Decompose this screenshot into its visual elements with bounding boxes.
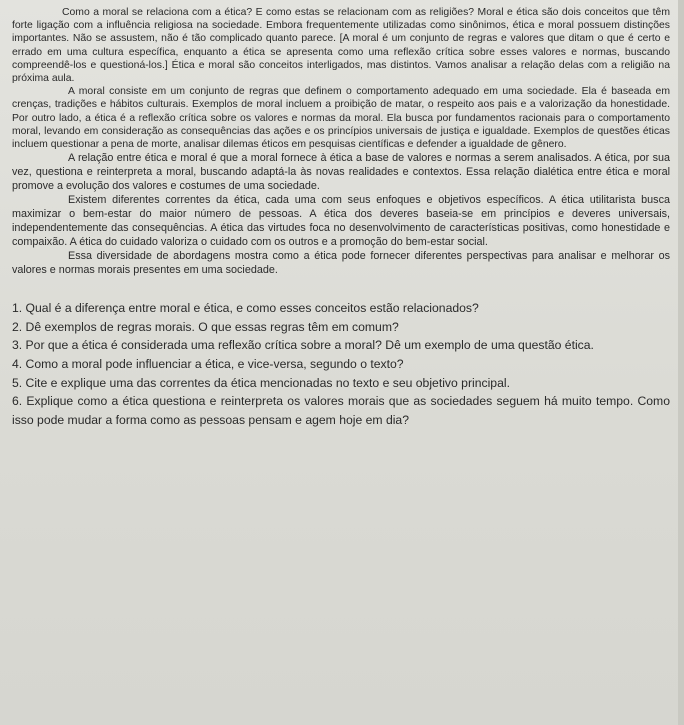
question-1: 1. Qual é a diferença entre moral e ética, e como esses conceitos estão relacionados? (12, 301, 479, 316)
paragraph-3: A relação entre ética e moral é que a moral fornece à ética a base de valores e normas a serem analisados. A ética, por sua vez, questiona e reinterpreta a moral, buscando adaptá-la às novas realidades e contextos. Essa relação dialética entre ética e moral promove a evolução dos valores e costumes de uma sociedade. (12, 152, 670, 193)
paragraph-5: Essa diversidade de abordagens mostra como a ética pode fornecer diferentes perspectivas para analisar e melhorar os valores e normas morais presentes em uma sociedade. (12, 250, 670, 277)
question-4: 4. Como a moral pode influenciar a ética, e vice-versa, segundo o texto? (12, 357, 404, 372)
question-6: 6. Explique como a ética questiona e reinterpreta os valores morais que as sociedades seguem há muito tempo. Como isso pode mudar a forma como as pessoas pensam e agem hoje em dia? (12, 394, 670, 427)
paragraph-4: Existem diferentes correntes da ética, cada uma com seus enfoques e objetivos específicos. A ética utilitarista busca maximizar o bem-estar do maior número de pessoas. A ética dos deveres baseia-se em princípios e deveres universais, independentemente das consequências. A ética das virtudes foca no desenvolvimento de características positivas, como honestidade e compaixão. A ética do cuidado valoriza o cuidado com os outros e a promoção do bem-estar social. (12, 194, 670, 249)
page-edge-shadow (678, 0, 684, 725)
question-5: 5. Cite e explique uma das correntes da ética mencionadas no texto e seu objetivo principal. (12, 375, 510, 390)
reading-text (12, 6, 670, 277)
question-2: 2. Dê exemplos de regras morais. O que essas regras têm em comum? (12, 319, 399, 334)
question-3: 3. Por que a ética é considerada uma reflexão crítica sobre a moral? Dê um exemplo de uma questão ética. (12, 338, 594, 353)
paragraph-2: A moral consiste em um conjunto de regras que definem o comportamento adequado em uma sociedade. Ela é baseada em crenças, tradições e hábitos culturais. Exemplos de moral incluem a proibição de matar, o respeito aos pais e a valorização da honestidade. Por outro lado, a ética é a reflexão crítica sobre os valores e normas da moral. Ela busca por fundamentos racionais para o comportamento moral, levando em consideração as consequências das ações e os princípios universais de justiça e igualdade. Exemplos de questões éticas incluem questionar a pena de morte, analisar dilemas éticos em pesquisas científicas e defender a igualdade de gênero. (12, 86, 670, 151)
question-list (12, 299, 670, 429)
paragraph-1: Como a moral se relaciona com a ética? E como estas se relacionam com as religiões? Moral e ética são dois conceitos que têm forte ligação com a influência religiosa na sociedade. Embora frequentemente utilizadas como sinônimos, ética e moral possuem distinções importantes. Não se assustem, não é tão complicado quanto parece. [A moral é um conjunto de regras e valores que ditam o que é certo e errado em uma cultura específica, enquanto a ética se apresenta como uma reflexão crítica sobre esses valores e normas, buscando compreendê-los e questioná-los.] Ética e moral são conceitos interligados, mas distintos. Vamos analisar a relação delas com a religião na próxima aula. (12, 7, 670, 85)
